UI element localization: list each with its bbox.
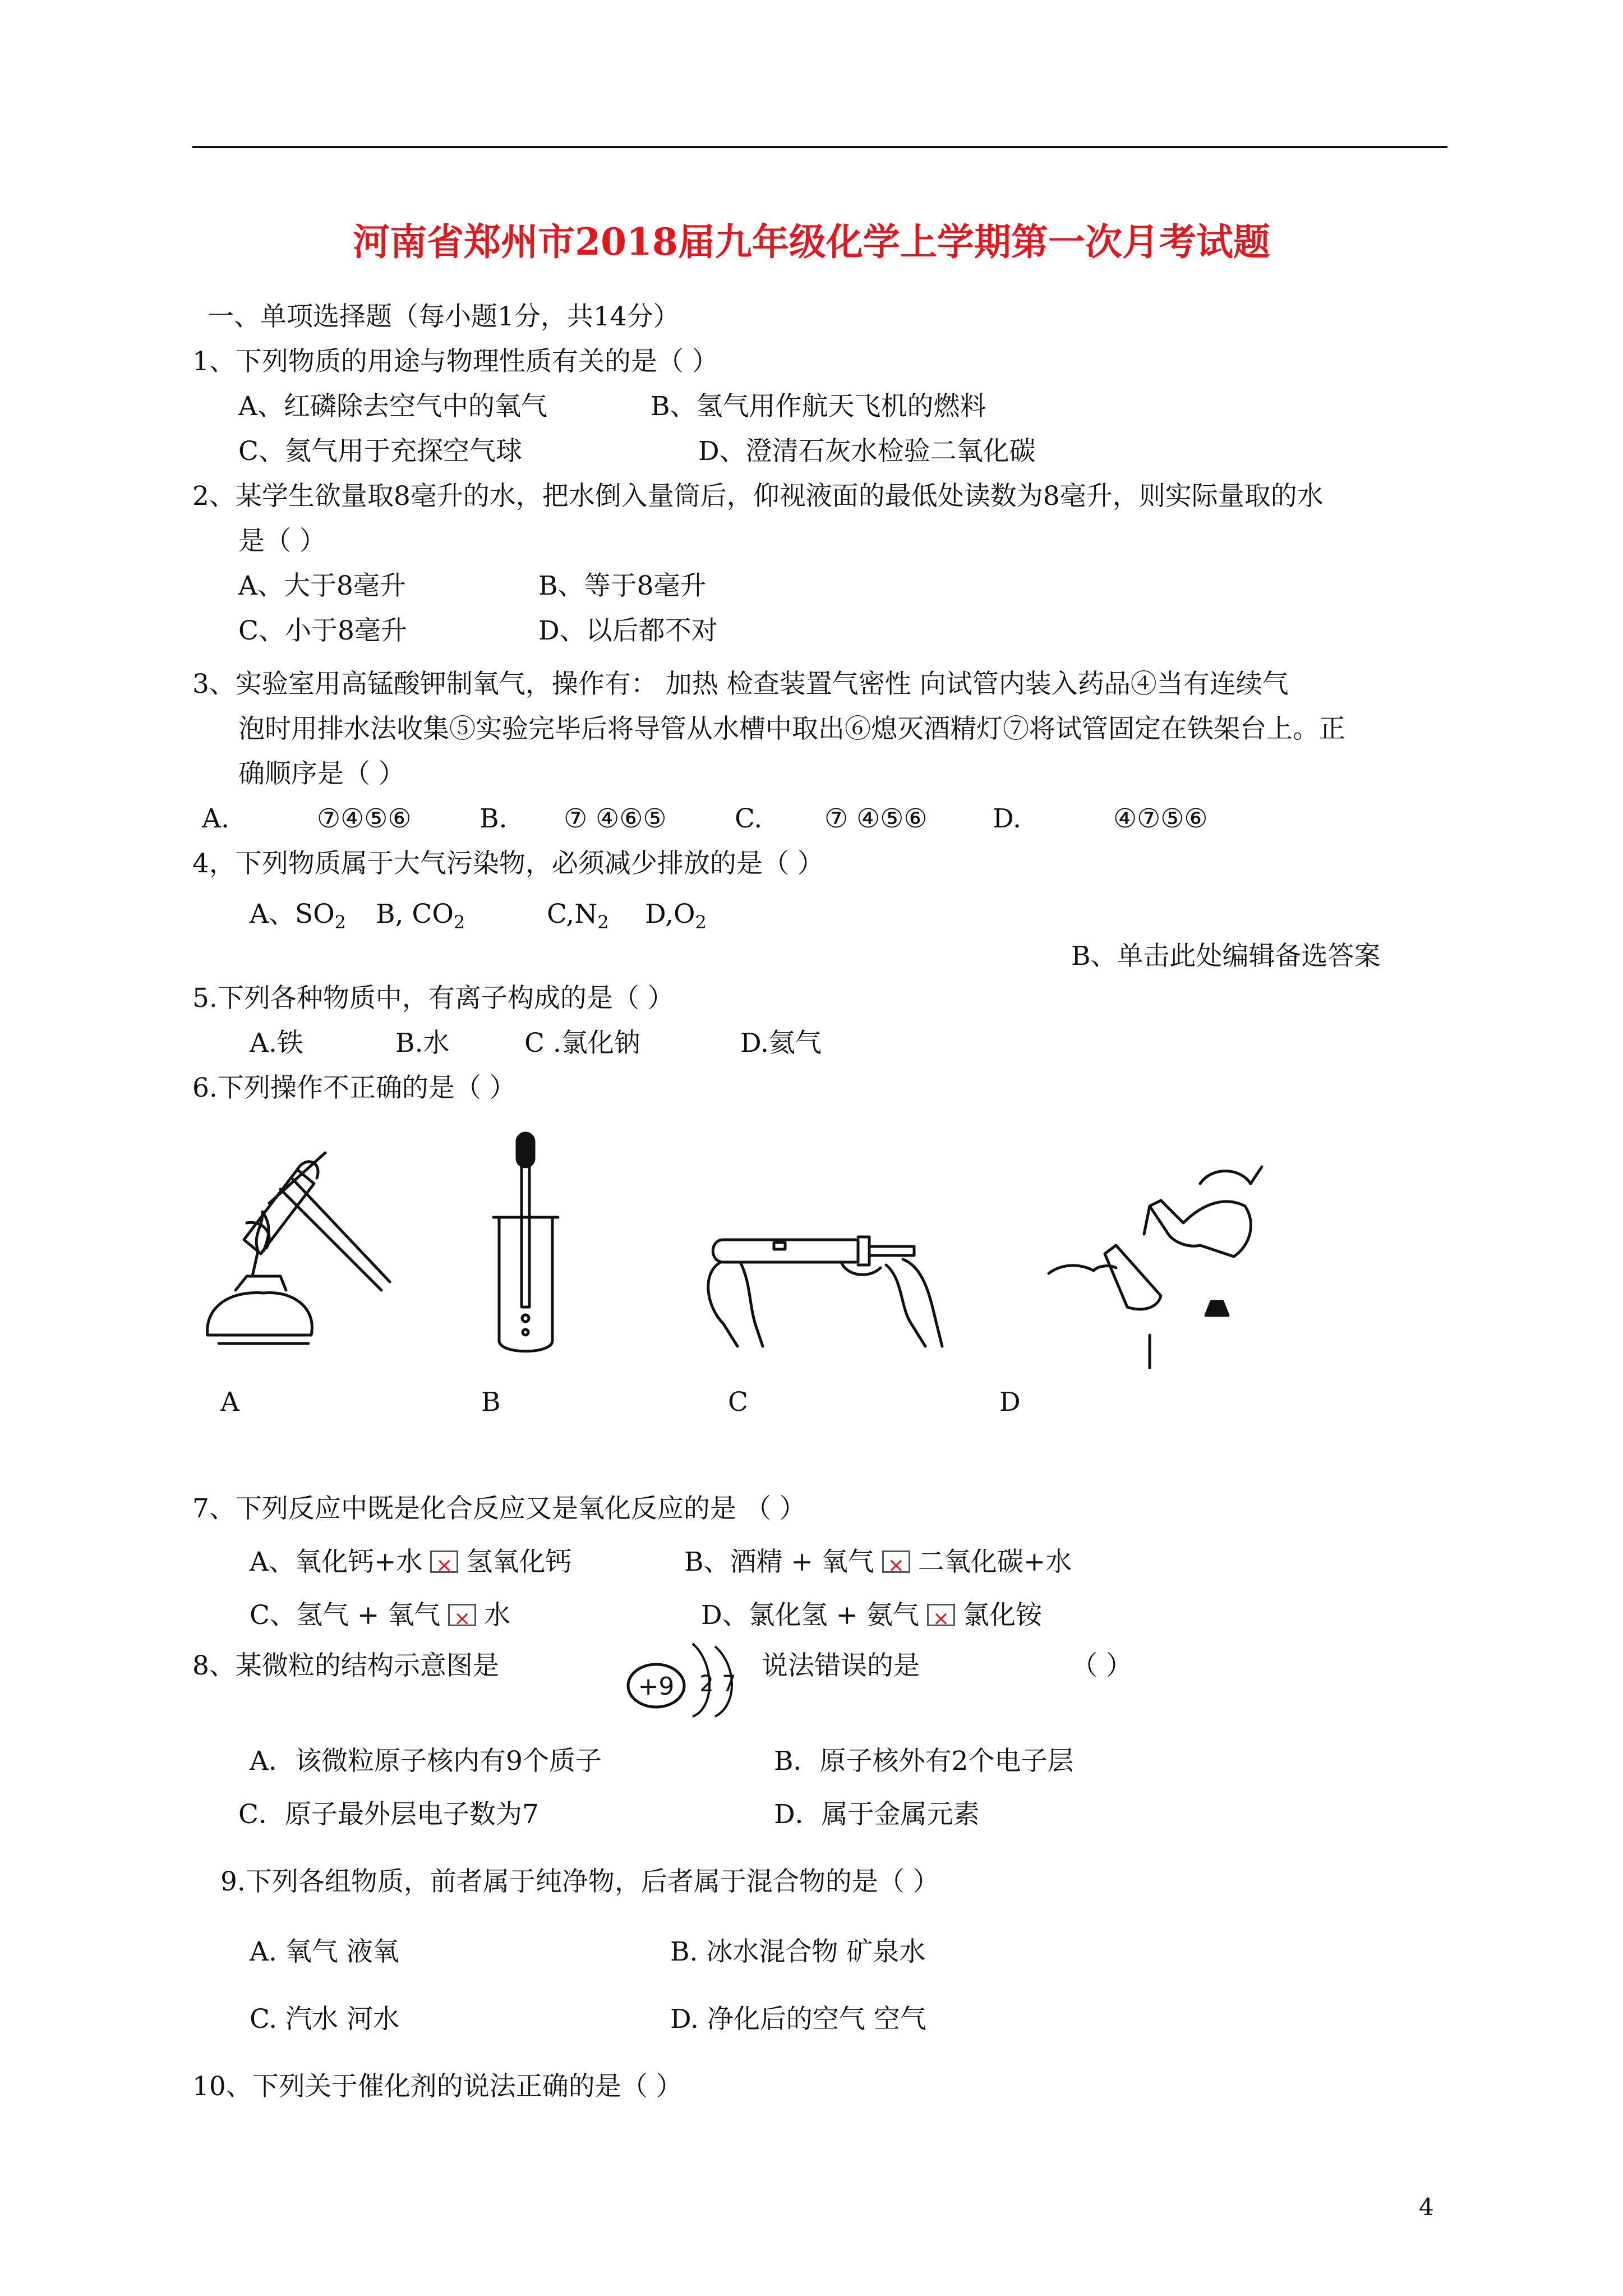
section-heading: 一、单项选择题（每小题1分，共14分）: [208, 301, 680, 332]
q6-figures: [196, 1122, 1430, 1369]
q8-option-b: B．原子核外有2个电子层: [774, 1746, 1074, 1777]
q5-option-a: A.铁: [250, 1028, 303, 1059]
q9-option-c: C. 汽水 河水: [250, 2004, 400, 2035]
q5-option-d: D.氦气: [740, 1028, 822, 1059]
figure-a-heating-tube: [208, 1153, 390, 1343]
q8-option-a: A．该微粒原子核内有9个质子: [250, 1746, 602, 1777]
q2-option-d: D、以后都不对: [538, 615, 718, 646]
q3-stem-line2: 泡时用排水法收集⑤实验完毕后将导管从水槽中取出⑥熄灭酒精灯⑦将试管固定在铁架台上。正: [238, 714, 1345, 744]
q8-paren: （ ）: [1071, 1650, 1132, 1681]
figure-b-dropper-in-tube: [494, 1133, 558, 1351]
q1-option-d: D、澄清石灰水检验二氧化碳: [698, 436, 1036, 467]
q3-option-c: ⑦ ④⑤⑥: [824, 803, 928, 834]
q6-label-d: D: [999, 1387, 1021, 1418]
q8-atom-diagram: [623, 1635, 751, 1719]
q3-option-d-label: D.: [993, 803, 1021, 834]
broken-image-icon: [927, 1604, 955, 1626]
q8-stem-tail: 说法错误的是: [762, 1650, 920, 1681]
q3-option-a-label: A.: [202, 803, 229, 834]
header-rule: [192, 146, 1447, 148]
q4-option-d: $D,O_2$: [645, 899, 707, 933]
q4-option-c: $C,N_2$: [547, 899, 609, 933]
q7-stem: 7、下列反应中既是化合反应又是氧化反应的是 （ ）: [192, 1493, 806, 1524]
q6-label-b: B: [481, 1387, 501, 1418]
q5-option-b: B.水: [395, 1028, 450, 1059]
q4-option-a: A、$SO_2$: [250, 899, 347, 933]
broken-image-icon: [448, 1604, 476, 1626]
q4-option-b: B, $CO_2$: [376, 899, 465, 933]
nucleus-charge: +9: [638, 1672, 675, 1701]
q4-stem: 4，下列物质属于大气污染物，必须减少排放的是（ ）: [192, 848, 824, 879]
q7-option-b: B、酒精 + 氧气× 二氧化碳+水: [684, 1545, 1072, 1579]
page-title: 河南省郑州市2018届九年级化学上学期第一次月考试题: [353, 220, 1270, 264]
q6-stem: 6.下列操作不正确的是（ ）: [192, 1073, 516, 1103]
q3-option-b-label: B.: [479, 803, 508, 834]
q2-option-b: B、等于8毫升: [538, 570, 707, 601]
q8-option-c: C．原子最外层电子数为7: [238, 1799, 539, 1830]
broken-image-icon: [882, 1550, 910, 1573]
q3-option-d: ④⑦⑤⑥: [1113, 803, 1208, 834]
q3-option-a: ⑦④⑤⑥: [317, 803, 412, 834]
q7-option-a: A、氧化钙+水× 氢氧化钙: [250, 1545, 571, 1579]
q8-option-d: D．属于金属元素: [774, 1799, 980, 1830]
q5-option-c: C .氯化钠: [524, 1028, 640, 1059]
q6-label-a: A: [220, 1387, 239, 1418]
q9-stem: 9.下列各组物质，前者属于纯净物，后者属于混合物的是（ ）: [220, 1866, 939, 1897]
q3-option-c-label: C.: [735, 803, 763, 834]
broken-image-icon: [430, 1550, 458, 1573]
q5-stem: 5.下列各种物质中，有离子构成的是（ ）: [192, 983, 674, 1014]
q10-stem: 10、下列关于催化剂的说法正确的是（ ）: [192, 2071, 683, 2102]
shell2-electrons: 7: [722, 1671, 736, 1697]
q9-option-a: A. 氧气 液氧: [250, 1936, 399, 1967]
q1-option-b: B、氢气用作航天飞机的燃料: [651, 391, 986, 422]
q1-stem: 1、下列物质的用途与物理性质有关的是（ ）: [192, 346, 718, 377]
q3-option-b: ⑦ ④⑥⑤: [564, 803, 667, 834]
q9-option-b: B. 冰水混合物 矿泉水: [670, 1936, 926, 1967]
q7-option-d: D、氯化氢 + 氨气× 氯化铵: [701, 1599, 1042, 1632]
q2-stem-line1: 2、某学生欲量取8毫升的水，把水倒入量筒后，仰视液面的最低处读数为8毫升，则实际量取的水: [192, 481, 1324, 512]
q2-option-a: A、大于8毫升: [238, 570, 406, 601]
q2-stem-line2: 是（ ）: [238, 526, 326, 556]
q3-stem-line3: 确顺序是（ ）: [238, 758, 405, 789]
figure-d-pouring-liquid: [1049, 1167, 1262, 1369]
q4-editor-note: B、单击此处编辑备选答案: [1071, 941, 1381, 972]
q1-option-c: C、氦气用于充探空气球: [238, 436, 522, 467]
q3-stem-line1: 3、实验室用高锰酸钾制氧气，操作有： 加热 检查装置气密性 向试管内装入药品④当有连续气: [192, 669, 1289, 700]
q7-option-c: C、氢气 + 氧气× 水: [250, 1599, 510, 1632]
shell1-electrons: 2: [699, 1671, 714, 1697]
q6-label-c: C: [728, 1387, 748, 1418]
figure-c-horizontal-tube: [708, 1237, 942, 1346]
q2-option-c: C、小于8毫升: [238, 615, 407, 646]
q9-option-d: D. 净化后的空气 空气: [670, 2004, 926, 2035]
page-number: 4: [1419, 2193, 1434, 2221]
q1-option-a: A、红磷除去空气中的氧气: [238, 391, 547, 422]
q8-stem: 8、某微粒的结构示意图是: [192, 1650, 499, 1681]
